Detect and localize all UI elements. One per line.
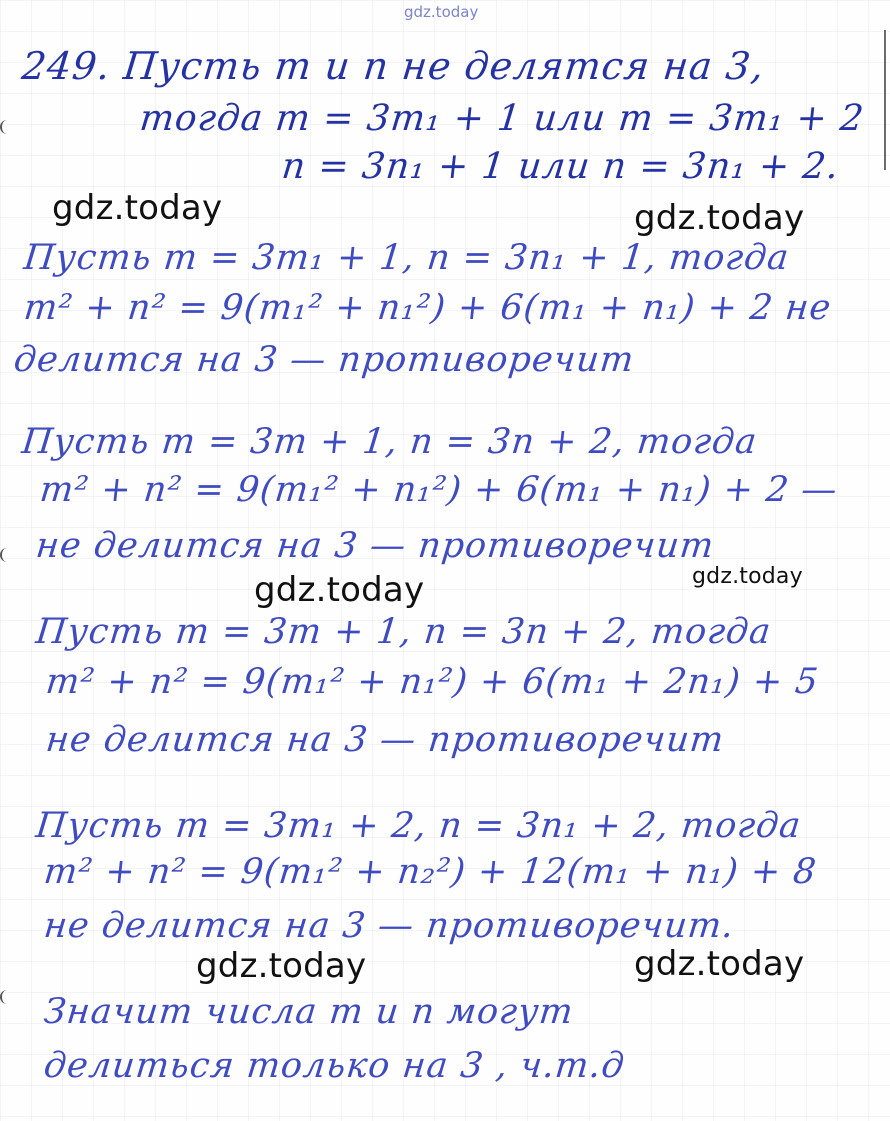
- page-edge-line: [884, 30, 886, 170]
- solution-line-12: не делится на 3 — противоречит: [43, 720, 727, 760]
- solution-line-14: m² + n² = 9(m₁² + n₂²) + 12(m₁ + n₁) + 8: [41, 852, 819, 892]
- solution-line-3: n = 3n₁ + 1 или n = 3n₁ + 2.: [279, 146, 842, 187]
- watermark: gdz.today: [692, 564, 803, 589]
- solution-line-10: Пусть m = 3m + 1, n = 3n + 2, тогда: [33, 612, 774, 652]
- solution-line-17: делиться только на 3 , ч.т.д: [41, 1046, 627, 1086]
- watermark: gdz.today: [634, 944, 805, 984]
- solution-line-8: m² + n² = 9(m₁² + n₁²) + 6(m₁ + n₁) + 2 —: [37, 470, 840, 510]
- solution-line-6: делится на 3 — противоречит: [11, 340, 637, 380]
- watermark-top: gdz.today: [404, 3, 479, 21]
- watermark: gdz.today: [52, 188, 223, 228]
- solution-line-7: Пусть m = 3m + 1, n = 3n + 2, тогда: [19, 422, 760, 462]
- binding-mark: [0, 120, 12, 134]
- solution-line-13: Пусть m = 3m₁ + 2, n = 3n₁ + 2, тогда: [33, 806, 804, 846]
- solution-line-9: не делится на 3 — противоречит: [33, 526, 717, 566]
- solution-line-15: не делится на 3 — противоречит.: [41, 906, 737, 946]
- watermark: gdz.today: [254, 570, 425, 610]
- solution-line-2: тогда m = 3m₁ + 1 или m = 3m₁ + 2: [137, 98, 867, 139]
- solution-line-16: Значит числа m и n могут: [41, 992, 576, 1032]
- binding-mark: [0, 990, 12, 1004]
- watermark: gdz.today: [196, 946, 367, 986]
- solution-line-5: m² + n² = 9(m₁² + n₁²) + 6(m₁ + n₁) + 2 не: [21, 288, 834, 328]
- solution-line-1: 249. Пусть m и n не делятся на 3,: [19, 44, 767, 88]
- watermark: gdz.today: [634, 198, 805, 238]
- solution-line-11: m² + n² = 9(m₁² + n₁²) + 6(m₁ + 2n₁) + 5: [43, 662, 821, 702]
- binding-mark: [0, 548, 12, 562]
- solution-line-4: Пусть m = 3m₁ + 1, n = 3n₁ + 1, тогда: [21, 238, 792, 278]
